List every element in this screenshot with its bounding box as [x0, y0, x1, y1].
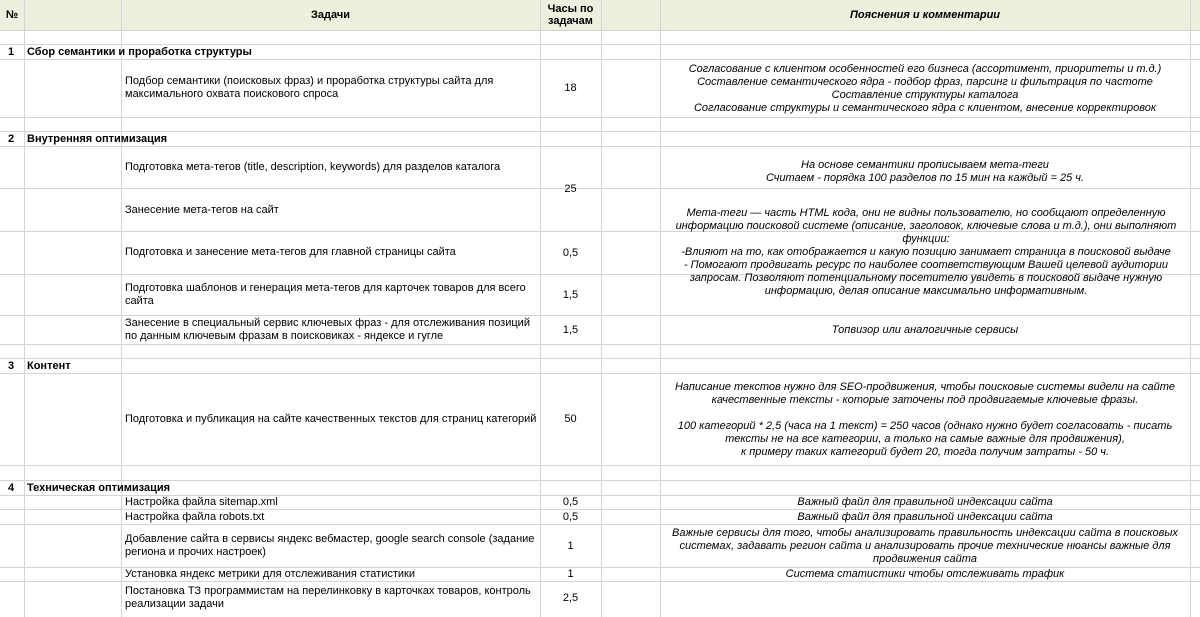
- grid-line: [0, 581, 1200, 582]
- hours-cell: 2,5: [562, 591, 579, 604]
- comment-cell: Система статистики чтобы отслеживать трафик: [785, 568, 1065, 580]
- comment-cell: Важный файл для правильной индексации сайта: [797, 495, 1053, 508]
- comment-cell: Согласование с клиентом особенностей его бизнеса (ассортимент, приоритеты и т.д.) Составление семантического ядра - подбор фраз, парсинг и фильтрация по частоте Составление структуры каталога Согласование структуры и семантического ядра с клиентом, внесение корректировок: [688, 62, 1162, 114]
- hours-cell: 0,5: [562, 495, 579, 508]
- task-cell: Подбор семантики (поисковых фраз) и проработка структуры сайта для максимального охвата поискового спроса: [125, 75, 494, 100]
- comment-cell: Мета-теги — часть HTML кода, они не видны пользователю, но сообщают определенную информацию поисковой системе (описание, заголовок, ключевые слова и т.д.), они выполняют функции: -Влияют на то, как отображается и какую позицию занимает страница в поисковой выдаче - Помогают продвигать ресурс по наиболее соответствующим Вашей целевой аудитории запросам. Позволяют потенциальному посетителю увидеть в поисковой выдаче нужную информацию, делая описание максимально информативным.: [675, 206, 1177, 297]
- hours-cell: 0,5: [562, 510, 579, 523]
- hours-cell: 0,5: [562, 246, 579, 259]
- comment-cell: Важные сервисы для того, чтобы анализировать правильность индексации сайта в поисковых системах, задавать регион сайта и анализировать прочие технические нюансы важные для продвижения сайта: [672, 526, 1178, 565]
- task-cell: Настройка файла sitemap.xml: [125, 495, 278, 508]
- hours-cell: 1,5: [562, 288, 579, 301]
- grid-line: [0, 30, 1200, 31]
- section-number: 3: [8, 359, 15, 372]
- section-title: Техническая оптимизация: [27, 481, 171, 494]
- task-cell: Подготовка и публикация на сайте качественных текстов для страниц категорий: [125, 413, 537, 425]
- section-title: Сбор семантики и проработка структуры: [27, 45, 252, 58]
- header-tasks: Задачи: [311, 8, 350, 21]
- task-cell: Установка яндекс метрики для отслеживания статистики: [125, 568, 415, 580]
- header-num: №: [5, 8, 19, 21]
- comment-cell: На основе семантики прописываем мета-теги Считаем - порядка 100 разделов по 15 мин на каждый = 25 ч.: [765, 159, 1085, 184]
- hours-cell: 1,5: [562, 323, 579, 336]
- comment-cell: Топвизор или аналогичные сервисы: [831, 323, 1019, 336]
- hours-cell: 25: [564, 182, 577, 195]
- hours-cell: 18: [564, 82, 577, 94]
- hours-cell: 50: [564, 413, 577, 425]
- comment-cell: Написание текстов нужно для SEO-продвижения, чтобы поисковые системы видели на сайте качественные тексты - которые заточены под продвигаемые ключевые фразы. 100 категорий * 2,5 (часа на 1 текст) = 250 часов (однако нужно будет согласовать - писать тексты не на все категории, а только на самые важные для продвижения), к примеру таких категорий будет 20, тогда получим затраты - 50 ч.: [674, 380, 1176, 458]
- task-cell: Настройка файла robots.txt: [125, 510, 265, 523]
- task-cell: Добавление сайта в сервисы яндекс вебмастер, google search console (задание региона и прочих настроек): [125, 533, 535, 558]
- section-number: 2: [8, 132, 15, 145]
- grid-line: [0, 465, 1200, 466]
- task-cell: Подготовка и занесение мета-тегов для главной страницы сайта: [125, 245, 456, 258]
- hours-cell: 1: [567, 568, 574, 580]
- task-cell: Занесение в специальный сервис ключевых фраз - для отслеживания позиций по данным ключевым фразам в поисковиках - яндексе и гугле: [125, 317, 530, 342]
- header-comments: Пояснения и комментарии: [849, 8, 1001, 21]
- hours-cell: 1: [567, 539, 574, 552]
- task-cell: Постановка ТЗ программистам на перелинковку в карточках товаров, контроль реализации задачи: [125, 585, 531, 610]
- grid-line: [0, 344, 1200, 345]
- task-cell: Занесение мета-тегов на сайт: [125, 203, 279, 216]
- section-title: Внутренняя оптимизация: [27, 132, 168, 145]
- section-number: 4: [8, 481, 15, 494]
- grid-line: [0, 117, 1200, 118]
- section-title: Контент: [27, 359, 71, 372]
- comment-cell: Важный файл для правильной индексации сайта: [797, 510, 1053, 523]
- task-cell: Подготовка шаблонов и генерация мета-тегов для карточек товаров для всего сайта: [125, 282, 526, 307]
- header-hours: Часы по задачам: [547, 3, 594, 27]
- section-number: 1: [8, 45, 15, 58]
- task-cell: Подготовка мета-тегов (title, description, keywords) для разделов каталога: [125, 160, 501, 173]
